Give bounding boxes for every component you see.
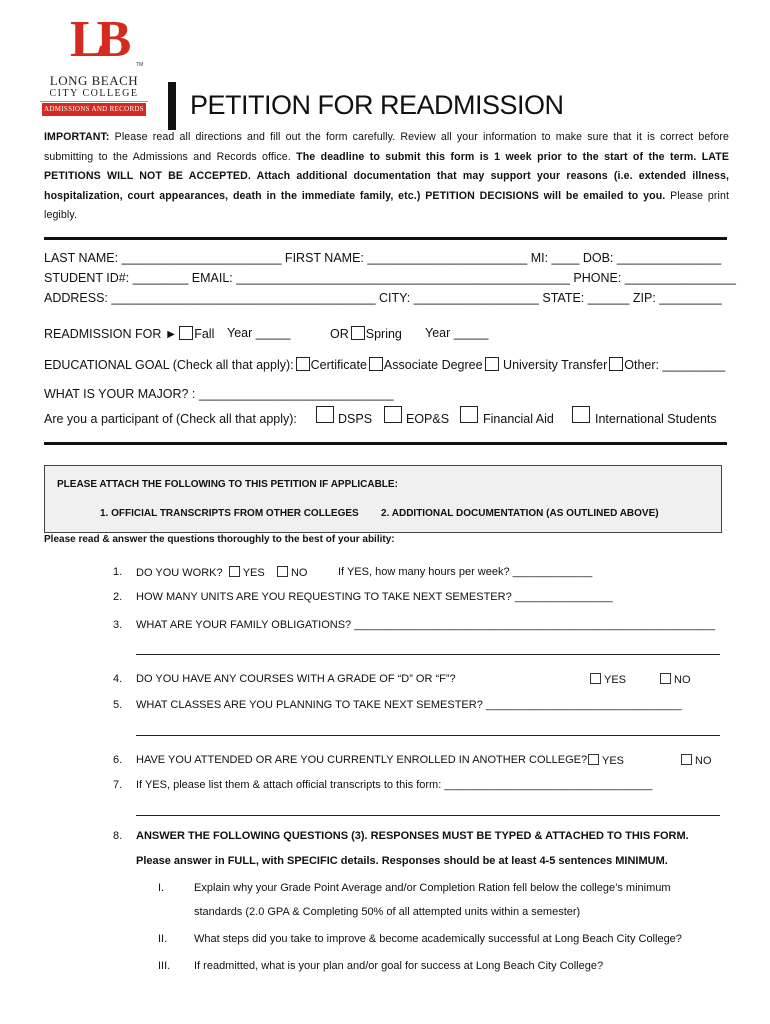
- notice-deadline: The deadline to submit this form is 1 week prior to the start of the term. LATE PETITIONS WILL NOT BE ACCEPTED. Attach additional documentation that may support your reasons (i.e. extended illness, hospitalization, court appearances, death in the immediate family, etc.) PETITION DECISIONS will be emailed to you.: [44, 150, 729, 202]
- title-bar: [168, 82, 176, 130]
- logo-department: ADMISSIONS AND RECORDS: [42, 103, 146, 116]
- financial-aid-label: Financial Aid: [483, 412, 554, 426]
- q6-no-checkbox[interactable]: [681, 754, 692, 765]
- q4-no-label: NO: [674, 674, 691, 686]
- q4-yes-label: YES: [604, 674, 627, 686]
- q6-number: 6.: [113, 754, 123, 766]
- address-fields-row[interactable]: ADDRESS: ______________________________________ CITY: __________________ STATE: ______ ZIP: _________: [44, 291, 722, 305]
- q1-number: 1.: [113, 566, 123, 578]
- important-notice: [44, 128, 729, 226]
- associate-checkbox[interactable]: [369, 357, 383, 371]
- or-label: OR: [330, 327, 349, 341]
- attachment-title: PLEASE ATTACH THE FOLLOWING TO THIS PETITION IF APPLICABLE:: [57, 479, 398, 490]
- transfer-label: University Transfer: [499, 358, 608, 372]
- educational-goal-row: [44, 357, 725, 372]
- fall-checkbox[interactable]: [179, 326, 193, 340]
- subq-1-number: I.: [158, 882, 165, 894]
- logo-mark: LB: [70, 11, 124, 68]
- q4-yes-option: [590, 673, 626, 686]
- other-label[interactable]: Other: _________: [624, 358, 726, 372]
- q5-field[interactable]: WHAT CLASSES ARE YOU PLANNING TO TAKE NEXT SEMESTER? ________________________________: [136, 699, 682, 711]
- attachment-item-2: 2. ADDITIONAL DOCUMENTATION (AS OUTLINED ABOVE): [381, 508, 659, 519]
- fall-label: Fall: [194, 327, 215, 341]
- q6-yes-option: [588, 754, 624, 767]
- q4-no-option: [660, 673, 691, 686]
- eops-checkbox[interactable]: [384, 406, 402, 423]
- major-field[interactable]: WHAT IS YOUR MAJOR? : ____________________________: [44, 387, 394, 401]
- q3-field[interactable]: WHAT ARE YOUR FAMILY OBLIGATIONS? ___________________________________________________________: [136, 619, 716, 631]
- page-title: PETITION FOR READMISSION: [190, 90, 564, 120]
- q1-no-checkbox[interactable]: [277, 566, 288, 577]
- q4-no-checkbox[interactable]: [660, 673, 671, 684]
- q4-yes-checkbox[interactable]: [590, 673, 601, 684]
- q5-answer-line[interactable]: [136, 735, 720, 736]
- logo-trademark: TM: [136, 62, 144, 68]
- eops-label: EOP&S: [406, 412, 450, 426]
- divider: [44, 442, 727, 445]
- subq-3-number: III.: [158, 960, 171, 972]
- participant-label: Are you a participant of (Check all that apply):: [44, 412, 297, 426]
- dsps-checkbox[interactable]: [316, 406, 334, 423]
- attachment-notice: [44, 465, 722, 533]
- goal-label: EDUCATIONAL GOAL (Check all that apply):: [44, 358, 294, 372]
- spring-option: [330, 326, 402, 341]
- international-label: International Students: [595, 412, 717, 426]
- q6-text: HAVE YOU ATTENDED OR ARE YOU CURRENTLY ENROLLED IN ANOTHER COLLEGE?: [136, 754, 588, 766]
- q6-no-option: [681, 754, 712, 767]
- attachment-item-1: 1. OFFICIAL TRANSCRIPTS FROM OTHER COLLEGES: [100, 508, 359, 519]
- subq-1-text-cont: standards (2.0 GPA & Completing 50% of all attempted units within a semester): [194, 906, 581, 918]
- q7-number: 7.: [113, 779, 123, 791]
- q8-number: 8.: [113, 830, 123, 842]
- q2-field[interactable]: HOW MANY UNITS ARE YOU REQUESTING TO TAKE NEXT SEMESTER? ________________: [136, 591, 613, 603]
- q6-yes-checkbox[interactable]: [588, 754, 599, 765]
- q1-yes-label: YES: [242, 567, 265, 579]
- readmission-row: [44, 326, 214, 341]
- q5-number: 5.: [113, 699, 123, 711]
- fall-year-field[interactable]: Year _____: [227, 326, 291, 340]
- subq-1-text: Explain why your Grade Point Average and/or Completion Ration fell below the college’s minimum: [194, 882, 671, 894]
- spring-label: Spring: [365, 327, 402, 341]
- subq-2-number: II.: [158, 933, 168, 945]
- q1-row: [136, 566, 307, 579]
- financial-aid-checkbox[interactable]: [460, 406, 478, 423]
- international-checkbox[interactable]: [572, 406, 590, 423]
- associate-label: Associate Degree: [383, 358, 483, 372]
- q8-subtext: Please answer in FULL, with SPECIFIC details. Responses should be at least 4-5 sentences MINIMUM.: [136, 855, 668, 867]
- divider: [44, 237, 727, 240]
- certificate-checkbox[interactable]: [296, 357, 310, 371]
- q6-no-label: NO: [695, 755, 712, 767]
- transfer-checkbox[interactable]: [485, 357, 499, 371]
- logo-college-sub: CITY COLLEGE: [40, 88, 148, 102]
- readmission-label: READMISSION FOR ►: [44, 327, 178, 341]
- q1-yes-checkbox[interactable]: [229, 566, 240, 577]
- q3-number: 3.: [113, 619, 123, 631]
- other-checkbox[interactable]: [609, 357, 623, 371]
- name-fields-row[interactable]: LAST NAME: _______________________ FIRST NAME: _______________________ MI: ____ DOB: _______________: [44, 251, 722, 265]
- q7-answer-line[interactable]: [136, 815, 720, 816]
- college-logo: [40, 11, 150, 124]
- q3-answer-line[interactable]: [136, 654, 720, 655]
- q4-number: 4.: [113, 673, 123, 685]
- q7-field[interactable]: If YES, please list them & attach official transcripts to this form: __________________________________: [136, 779, 653, 791]
- spring-checkbox[interactable]: [351, 326, 365, 340]
- subq-3-text: If readmitted, what is your plan and/or goal for success at Long Beach City College?: [194, 960, 604, 972]
- certificate-label: Certificate: [310, 358, 367, 372]
- subq-2-text: What steps did you take to improve & become academically successful at Long Beach City College?: [194, 933, 682, 945]
- dsps-label: DSPS: [338, 412, 373, 426]
- notice-text: Please read all directions and fill out the form carefully. Review all your information to make sure that it is correct before submitting to the Admissions and Records office.: [44, 131, 729, 163]
- spring-year-field[interactable]: Year _____: [425, 326, 489, 340]
- q8-text: ANSWER THE FOLLOWING QUESTIONS (3). RESPONSES MUST BE TYPED & ATTACHED TO THIS FORM.: [136, 830, 689, 842]
- notice-print: Please print legibly.: [44, 189, 729, 221]
- q2-number: 2.: [113, 591, 123, 603]
- id-email-fields-row[interactable]: STUDENT ID#: ________ EMAIL: ________________________________________________ PHONE: ________________: [44, 271, 737, 285]
- notice-lead: IMPORTANT:: [44, 131, 110, 143]
- instruction-text: Please read & answer the questions thoroughly to the best of your ability:: [44, 534, 395, 545]
- q1-hours-field[interactable]: If YES, how many hours per week? _____________: [338, 566, 593, 578]
- q1-text: DO YOU WORK?: [136, 567, 223, 579]
- logo-college-name: LONG BEACH: [49, 73, 139, 88]
- q1-no-label: NO: [290, 567, 308, 579]
- q6-yes-label: YES: [602, 755, 625, 767]
- q4-text: DO YOU HAVE ANY COURSES WITH A GRADE OF “D” OR “F”?: [136, 673, 456, 685]
